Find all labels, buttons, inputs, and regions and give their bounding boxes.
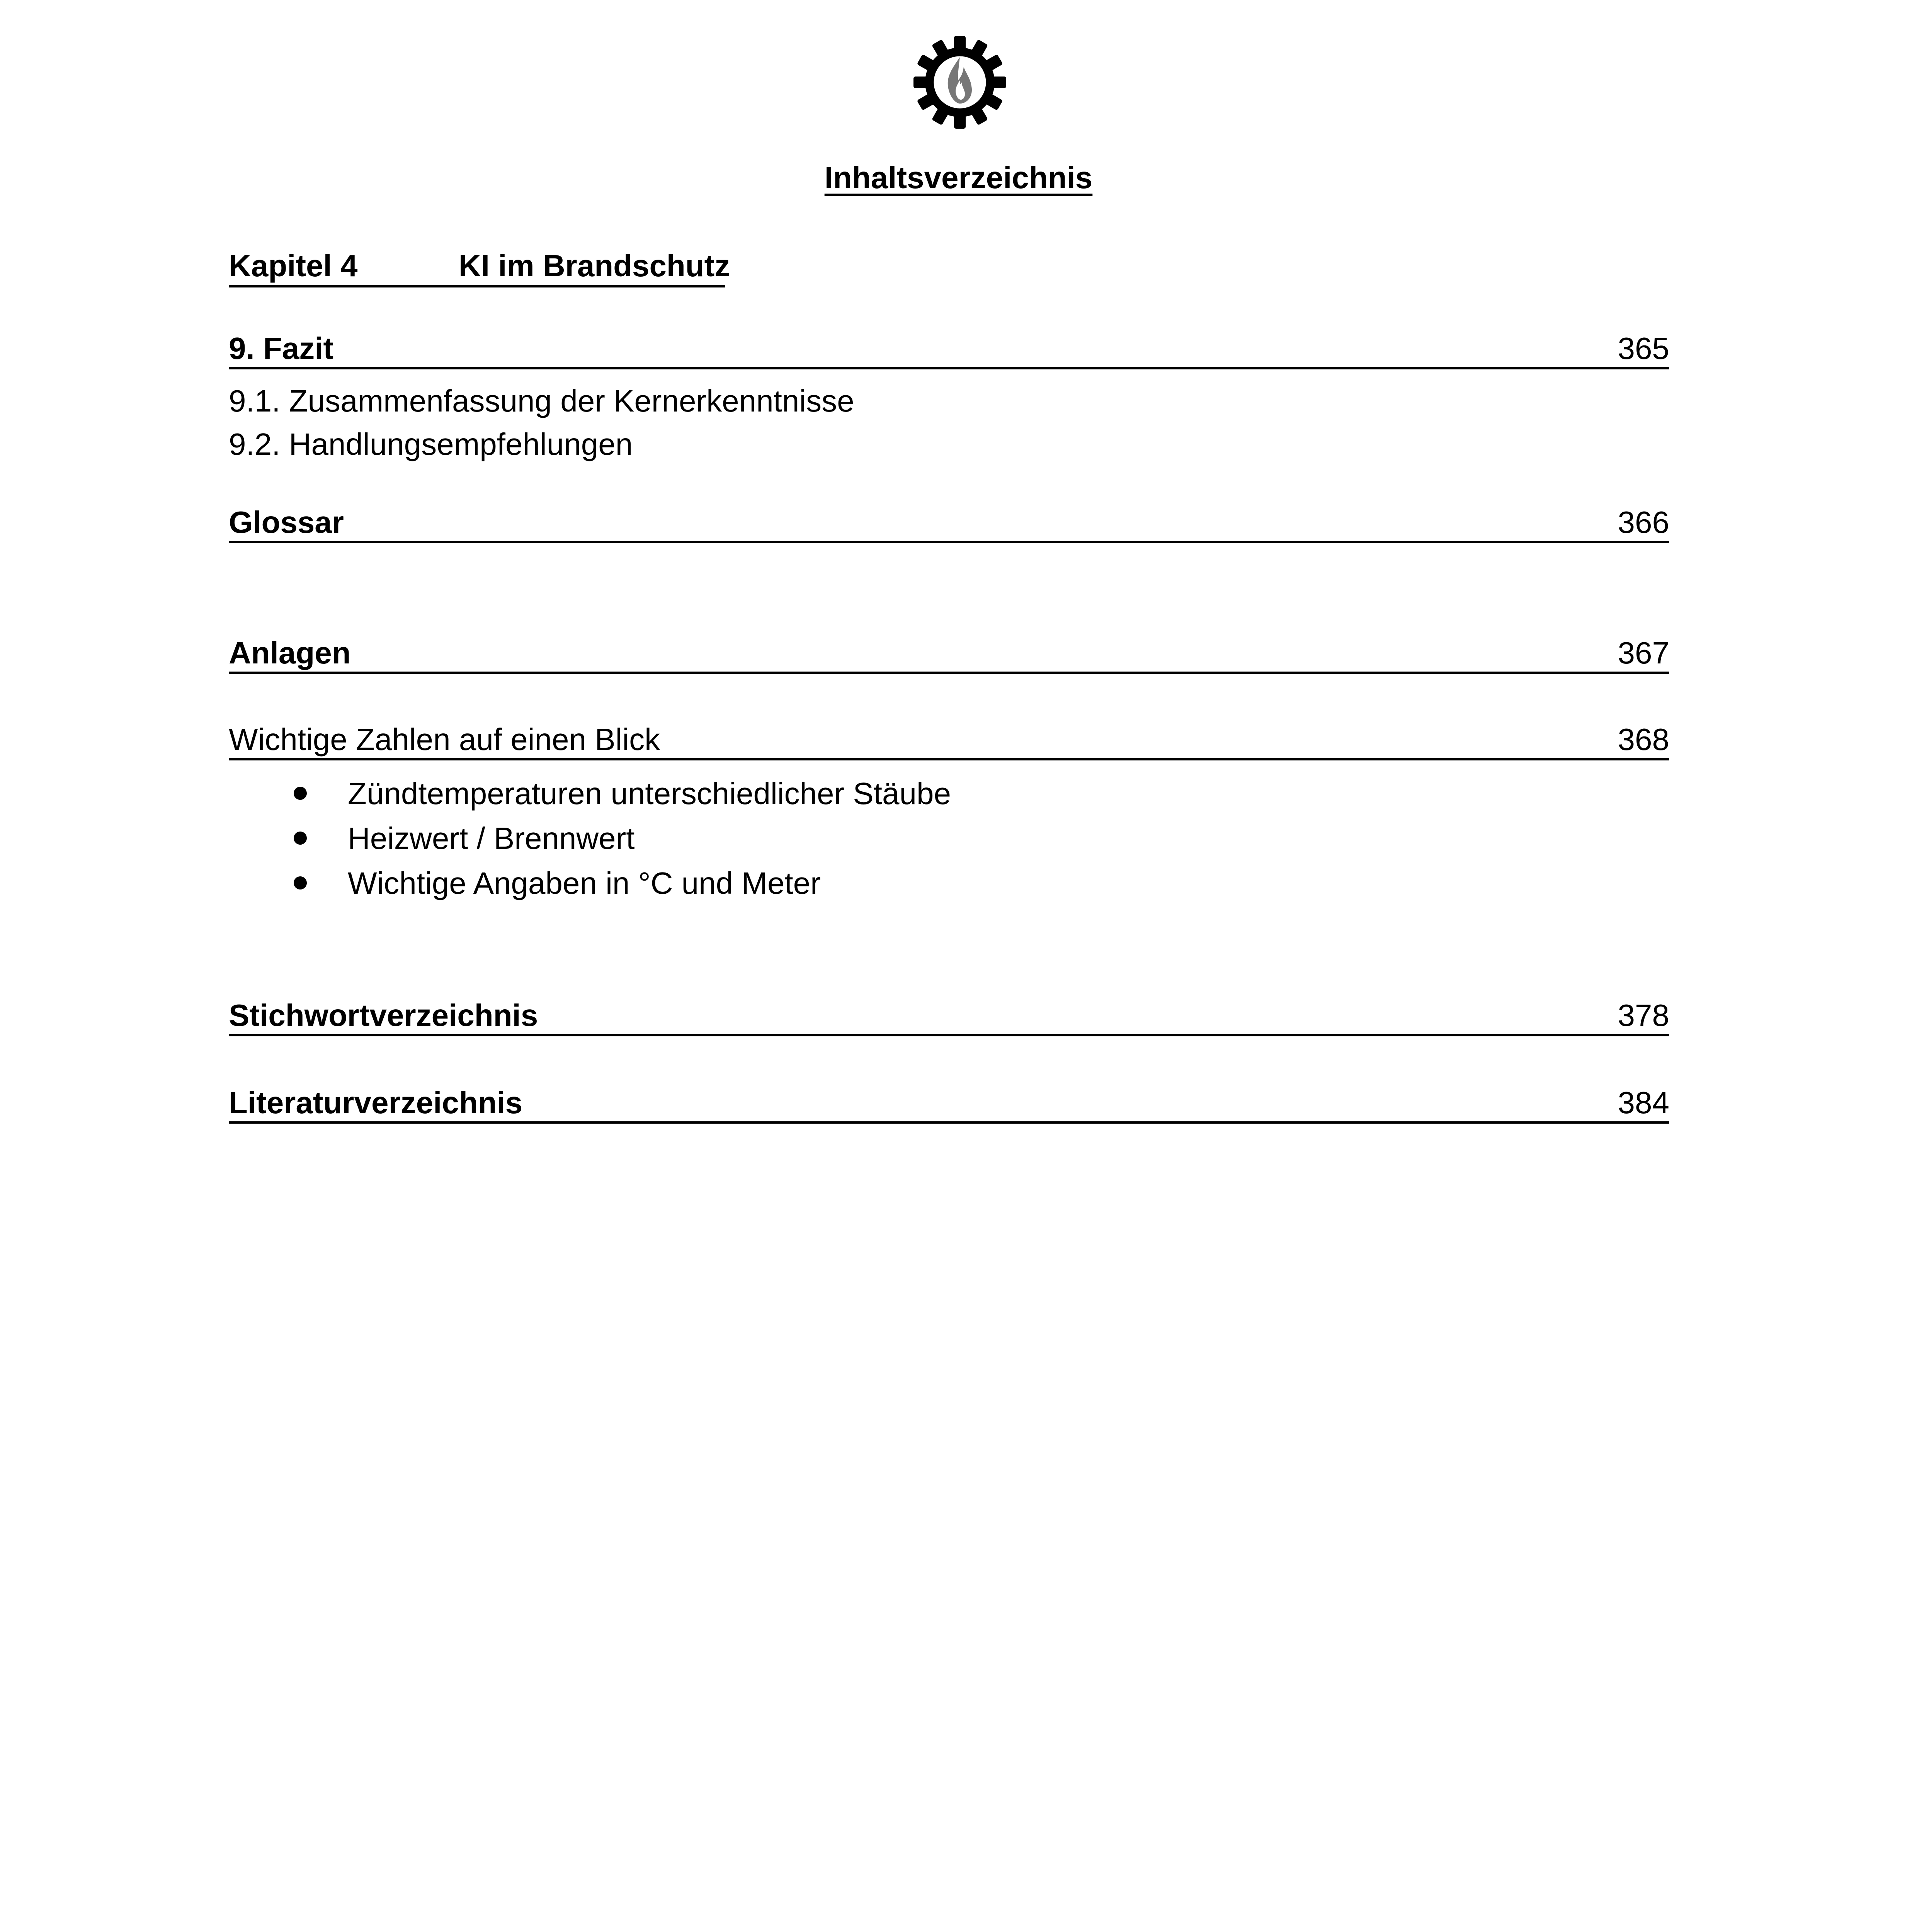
toc-entry-stichwortverzeichnis[interactable] <box>229 998 1669 1036</box>
toc-entry-label: Stichwortverzeichnis <box>229 998 538 1032</box>
toc-entry-label: Anlagen <box>229 636 351 670</box>
leader-line <box>229 367 1669 369</box>
leader-line <box>229 758 1669 760</box>
leader-line <box>229 672 1669 674</box>
logo <box>912 34 1008 131</box>
toc-entry-anlagen[interactable] <box>229 636 1669 674</box>
toc-entry-page: 367 <box>1618 636 1669 670</box>
leader-line <box>229 1034 1669 1036</box>
bullet-icon <box>294 876 307 889</box>
bullet-icon <box>294 787 307 800</box>
toc-entry-glossar[interactable] <box>229 505 1669 543</box>
toc-subentry-handlungsempfehlungen[interactable]: 9.2. Handlungsempfehlungen <box>229 427 633 461</box>
toc-entry-fazit[interactable] <box>229 331 1669 369</box>
page-title: Inhaltsverzeichnis <box>824 160 1093 195</box>
toc-entry-wichtige-zahlen[interactable] <box>229 722 1669 760</box>
leader-line <box>229 541 1669 543</box>
toc-entry-label: Wichtige Zahlen auf einen Blick <box>229 722 660 757</box>
toc-subentry-kernerkenntnisse[interactable]: 9.1. Zusammenfassung der Kernerkenntnisse <box>229 384 854 418</box>
toc-entry-page: 366 <box>1618 505 1669 539</box>
toc-entry-page: 384 <box>1618 1085 1669 1120</box>
toc-entry-page: 368 <box>1618 722 1669 757</box>
leader-line <box>229 1121 1669 1124</box>
chapter-heading <box>229 248 730 287</box>
toc-entry-page: 365 <box>1618 331 1669 366</box>
toc-entry-page: 378 <box>1618 998 1669 1032</box>
toc-entry-label: 9. Fazit <box>229 331 334 366</box>
chapter-label: Kapitel 4 <box>229 248 358 283</box>
toc-entry-literaturverzeichnis[interactable] <box>229 1085 1669 1124</box>
toc-entry-label: Literaturverzeichnis <box>229 1085 523 1120</box>
toc-entry-label: Glossar <box>229 505 344 539</box>
gear-flame-icon <box>912 34 1008 131</box>
bullet-icon <box>294 832 307 845</box>
chapter-title: KI im Brandschutz <box>459 248 730 283</box>
